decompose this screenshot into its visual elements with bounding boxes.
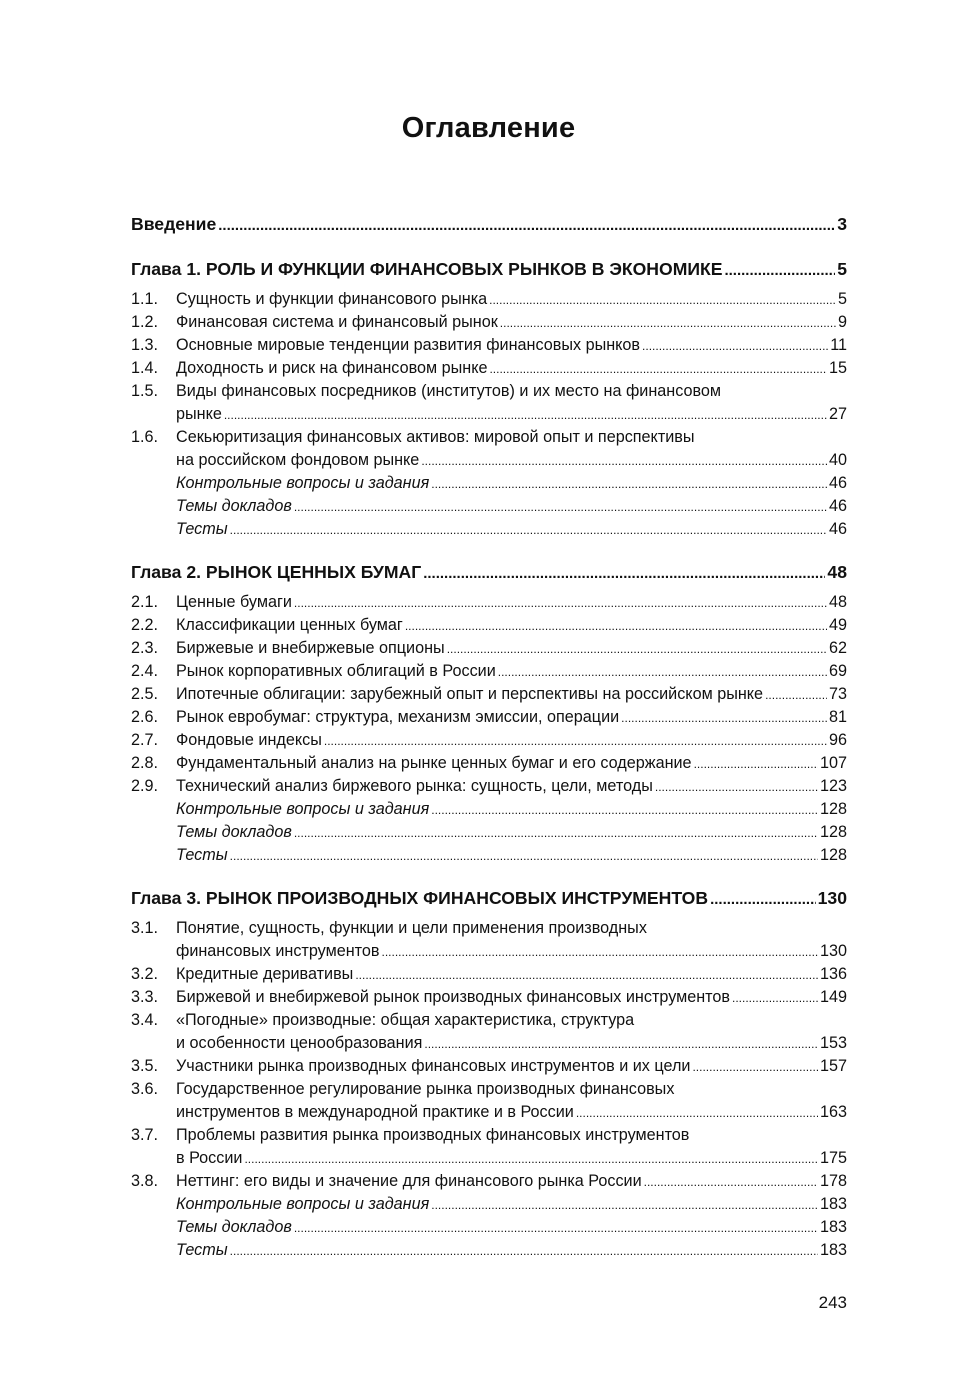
- toc-entry: [131, 518, 847, 541]
- toc-entry-page: 46: [828, 497, 847, 515]
- toc-entry-page: 27: [828, 405, 847, 423]
- toc-entry: [131, 637, 847, 660]
- toc-entry: [131, 706, 847, 729]
- toc-entry-title: Государственное регулирование рынка производных финансовых: [176, 1080, 675, 1098]
- dot-leader: [431, 472, 827, 496]
- dot-leader: [710, 884, 816, 914]
- toc-entry-page: 153: [819, 1034, 847, 1052]
- toc-entry: [131, 1101, 847, 1124]
- toc-entry: [131, 591, 847, 614]
- toc-entry: [131, 380, 847, 403]
- toc-entry-title: Тесты: [176, 846, 228, 864]
- toc-entry-title: Кредитные деривативы: [176, 965, 354, 983]
- toc-entry-page: 11: [830, 336, 847, 354]
- dot-leader: [489, 288, 836, 312]
- toc-entry-page: 69: [828, 662, 847, 680]
- toc-entry-page: 46: [828, 474, 847, 492]
- toc-entry: [131, 683, 847, 706]
- toc-entry-number: 1.1.: [131, 290, 159, 308]
- toc-entry: [131, 1055, 847, 1078]
- toc-entry-title: Виды финансовых посредников (институтов) и их место на финансовом: [176, 382, 722, 400]
- dot-leader: [381, 940, 818, 964]
- toc-entry-title: Технический анализ биржевого рынка: сущность, цели, методы: [176, 777, 653, 795]
- toc-entry: [131, 495, 847, 518]
- toc-entry-page: 149: [819, 988, 847, 1006]
- dot-leader: [642, 334, 828, 358]
- toc-entry-page: 3: [837, 214, 847, 234]
- toc-entry-title: Неттинг: его виды и значение для финансового рынка России: [176, 1172, 642, 1190]
- toc-entry-title: Финансовая система и финансовый рынок: [176, 313, 498, 331]
- dot-leader: [621, 706, 827, 730]
- dot-leader: [324, 729, 827, 753]
- toc-entry-number: 3.6.: [131, 1080, 159, 1098]
- toc-entry: [131, 1078, 847, 1101]
- toc-entry-number: 1.3.: [131, 336, 159, 354]
- dot-leader: [424, 1032, 818, 1056]
- toc-entry: [131, 614, 847, 637]
- dot-leader: [692, 1055, 818, 1079]
- toc-entry: [131, 472, 847, 495]
- dot-leader: [694, 752, 818, 776]
- dot-leader: [489, 357, 827, 381]
- toc-entry-page: 73: [828, 685, 847, 703]
- toc-entry-title: Глава 3. РЫНОК ПРОИЗВОДНЫХ ФИНАНСОВЫХ ИНСТРУМЕНТОВ: [131, 888, 709, 908]
- toc-entry-title: Глава 2. РЫНОК ЦЕННЫХ БУМАГ: [131, 562, 422, 582]
- toc-entry: [131, 334, 847, 357]
- toc-entry-title: «Погодные» производные: общая характеристика, структура: [176, 1011, 635, 1029]
- toc-entry-page: 9: [837, 313, 847, 331]
- toc-entry-page: 96: [828, 731, 847, 749]
- toc-entry-title: Биржевые и внебиржевые опционы: [176, 639, 445, 657]
- toc-entry-title: на российском фондовом рынке: [176, 451, 420, 469]
- toc-entry-number: 1.4.: [131, 359, 159, 377]
- toc-entry-title: финансовых инструментов: [176, 942, 380, 960]
- toc-entry-page: 157: [819, 1057, 847, 1075]
- toc-entry: [131, 1009, 847, 1032]
- toc-entry-title: Секьюритизация финансовых активов: мировой опыт и перспективы: [176, 428, 695, 446]
- toc-entry-number: 3.3.: [131, 988, 159, 1006]
- toc-entry-title: и особенности ценообразования: [176, 1034, 423, 1052]
- toc-entry-title: Темы докладов: [176, 823, 292, 841]
- toc-entry: [131, 1032, 847, 1055]
- toc-entry-number: 1.5.: [131, 382, 159, 400]
- toc-entry-page: 128: [819, 846, 847, 864]
- toc-entry-title: Темы докладов: [176, 1218, 292, 1236]
- toc-entry: [131, 1239, 847, 1262]
- toc-entry-page: 123: [819, 777, 847, 795]
- toc-entry-page: 48: [827, 562, 847, 582]
- toc-entry-number: 3.4.: [131, 1011, 159, 1029]
- page-number: 243: [818, 1293, 847, 1312]
- dot-leader: [294, 591, 827, 615]
- toc-entry: [131, 311, 847, 334]
- toc-entry: [131, 940, 847, 963]
- toc-entry-page: 183: [819, 1195, 847, 1213]
- toc-entry-title: рынке: [176, 405, 222, 423]
- toc-entry-number: 2.8.: [131, 754, 159, 772]
- toc-entry-page: 130: [817, 888, 847, 908]
- toc-entry-number: 2.3.: [131, 639, 159, 657]
- dot-leader: [218, 210, 835, 240]
- dot-leader: [224, 403, 827, 427]
- toc-entry-page: 136: [819, 965, 847, 983]
- toc-entry-number: 2.2.: [131, 616, 159, 634]
- toc-entry: [131, 963, 847, 986]
- toc-entry-page: 178: [819, 1172, 847, 1190]
- toc-entry: [131, 1170, 847, 1193]
- toc-entry-number: 3.8.: [131, 1172, 159, 1190]
- toc-entry-page: 48: [828, 593, 847, 611]
- toc-entry-title: Фундаментальный анализ на рынке ценных бумаг и его содержание: [176, 754, 692, 772]
- toc-entry-number: 2.9.: [131, 777, 159, 795]
- toc-entry-page: 81: [828, 708, 847, 726]
- toc-entry-number: 2.4.: [131, 662, 159, 680]
- toc-entry-page: 46: [828, 520, 847, 538]
- toc-entry-page: 62: [828, 639, 847, 657]
- toc-entry-page: 15: [828, 359, 847, 377]
- dot-leader: [732, 986, 818, 1010]
- toc-entry-page: 183: [819, 1241, 847, 1259]
- dot-leader: [244, 1147, 818, 1171]
- toc-entry: [131, 426, 847, 449]
- toc-entry-page: 5: [837, 290, 847, 308]
- page-title: Оглавление: [401, 112, 576, 144]
- toc-intro: [131, 210, 847, 238]
- toc-entry-title: инструментов в международной практике и в России: [176, 1103, 574, 1121]
- toc-entry: [131, 1216, 847, 1239]
- toc-entry-title: Введение: [131, 214, 217, 234]
- toc-entry-number: 1.6.: [131, 428, 159, 446]
- toc-entry-title: Рынок корпоративных облигаций в России: [176, 662, 496, 680]
- toc-entry: [131, 1124, 847, 1147]
- toc-entry-title: Доходность и риск на финансовом рынке: [176, 359, 488, 377]
- toc-entry-title: Понятие, сущность, функции и цели применения производных: [176, 919, 647, 937]
- toc-entry: [131, 1193, 847, 1216]
- toc-entry-page: 40: [828, 451, 847, 469]
- toc-chapter: [131, 558, 847, 586]
- dot-leader: [294, 495, 827, 519]
- toc-entry-number: 3.2.: [131, 965, 159, 983]
- dot-leader: [230, 1239, 818, 1263]
- dot-leader: [355, 963, 818, 987]
- toc-entry: [131, 752, 847, 775]
- toc-entry-page: 128: [819, 800, 847, 818]
- toc-entry-number: 2.6.: [131, 708, 159, 726]
- dot-leader: [765, 683, 827, 707]
- toc-entry: [131, 917, 847, 940]
- toc-entry-number: 3.7.: [131, 1126, 159, 1144]
- toc-entry: [131, 986, 847, 1009]
- toc-chapter: [131, 884, 847, 912]
- dot-leader: [294, 821, 818, 845]
- toc-entry-page: 49: [828, 616, 847, 634]
- dot-leader: [405, 614, 827, 638]
- toc-entry-number: 3.5.: [131, 1057, 159, 1075]
- dot-leader: [576, 1101, 818, 1125]
- toc-entry-page: 128: [819, 823, 847, 841]
- toc-entry-title: Фондовые индексы: [176, 731, 322, 749]
- toc-entry: [131, 844, 847, 867]
- toc-entry: [131, 1147, 847, 1170]
- dot-leader: [421, 449, 827, 473]
- toc-entry-title: Ценные бумаги: [176, 593, 292, 611]
- toc-entry: [131, 821, 847, 844]
- dot-leader: [447, 637, 827, 661]
- dot-leader: [294, 1216, 818, 1240]
- toc-entry-title: Сущность и функции финансового рынка: [176, 290, 488, 308]
- toc-entry-title: Глава 1. РОЛЬ И ФУНКЦИИ ФИНАНСОВЫХ РЫНКОВ В ЭКОНОМИКЕ: [131, 259, 723, 279]
- toc-entry-title: Основные мировые тенденции развития финансовых рынков: [176, 336, 641, 354]
- toc-entry-page: 183: [819, 1218, 847, 1236]
- toc-entry-title: в России: [176, 1149, 243, 1167]
- dot-leader: [498, 660, 827, 684]
- toc-entry-title: Контрольные вопросы и задания: [176, 800, 430, 818]
- toc-chapter: [131, 255, 847, 283]
- toc-entry-title: Проблемы развития рынка производных финансовых инструментов: [176, 1126, 690, 1144]
- toc-entry: [131, 798, 847, 821]
- toc-entry-page: 130: [819, 942, 847, 960]
- toc-entry-title: Участники рынка производных финансовых инструментов и их цели: [176, 1057, 691, 1075]
- toc-entry-title: Ипотечные облигации: зарубежный опыт и перспективы на российском рынке: [176, 685, 764, 703]
- toc-entry: [131, 288, 847, 311]
- toc-entry-number: 2.7.: [131, 731, 159, 749]
- toc-entry: [131, 775, 847, 798]
- toc-entry-page: 5: [837, 259, 847, 279]
- dot-leader: [431, 798, 818, 822]
- dot-leader: [724, 255, 835, 285]
- toc-entry-page: 175: [819, 1149, 847, 1167]
- toc-entry-title: Контрольные вопросы и задания: [176, 1195, 430, 1213]
- toc-entry-title: Классификации ценных бумаг: [176, 616, 403, 634]
- toc-entry-title: Тесты: [176, 520, 228, 538]
- toc-entry-page: 107: [819, 754, 847, 772]
- toc-entry: [131, 660, 847, 683]
- toc-entry-number: 2.5.: [131, 685, 159, 703]
- toc-entry: [131, 357, 847, 380]
- toc-entry-title: Рынок евробумаг: структура, механизм эмиссии, операции: [176, 708, 620, 726]
- dot-leader: [644, 1170, 818, 1194]
- dot-leader: [230, 518, 827, 542]
- toc-entry-title: Тесты: [176, 1241, 228, 1259]
- toc-entry-page: 163: [819, 1103, 847, 1121]
- toc-entry-title: Биржевой и внебиржевой рынок производных финансовых инструментов: [176, 988, 731, 1006]
- toc-entry: [131, 403, 847, 426]
- dot-leader: [500, 311, 836, 335]
- dot-leader: [230, 844, 818, 868]
- dot-leader: [431, 1193, 818, 1217]
- toc-entry: [131, 449, 847, 472]
- table-of-contents: [131, 210, 847, 1262]
- toc-entry-number: 2.1.: [131, 593, 159, 611]
- toc-entry-number: 1.2.: [131, 313, 159, 331]
- toc-entry-title: Контрольные вопросы и задания: [176, 474, 430, 492]
- toc-entry-title: Темы докладов: [176, 497, 292, 515]
- toc-entry: [131, 729, 847, 752]
- dot-leader: [655, 775, 818, 799]
- dot-leader: [423, 558, 825, 588]
- toc-entry-number: 3.1.: [131, 919, 159, 937]
